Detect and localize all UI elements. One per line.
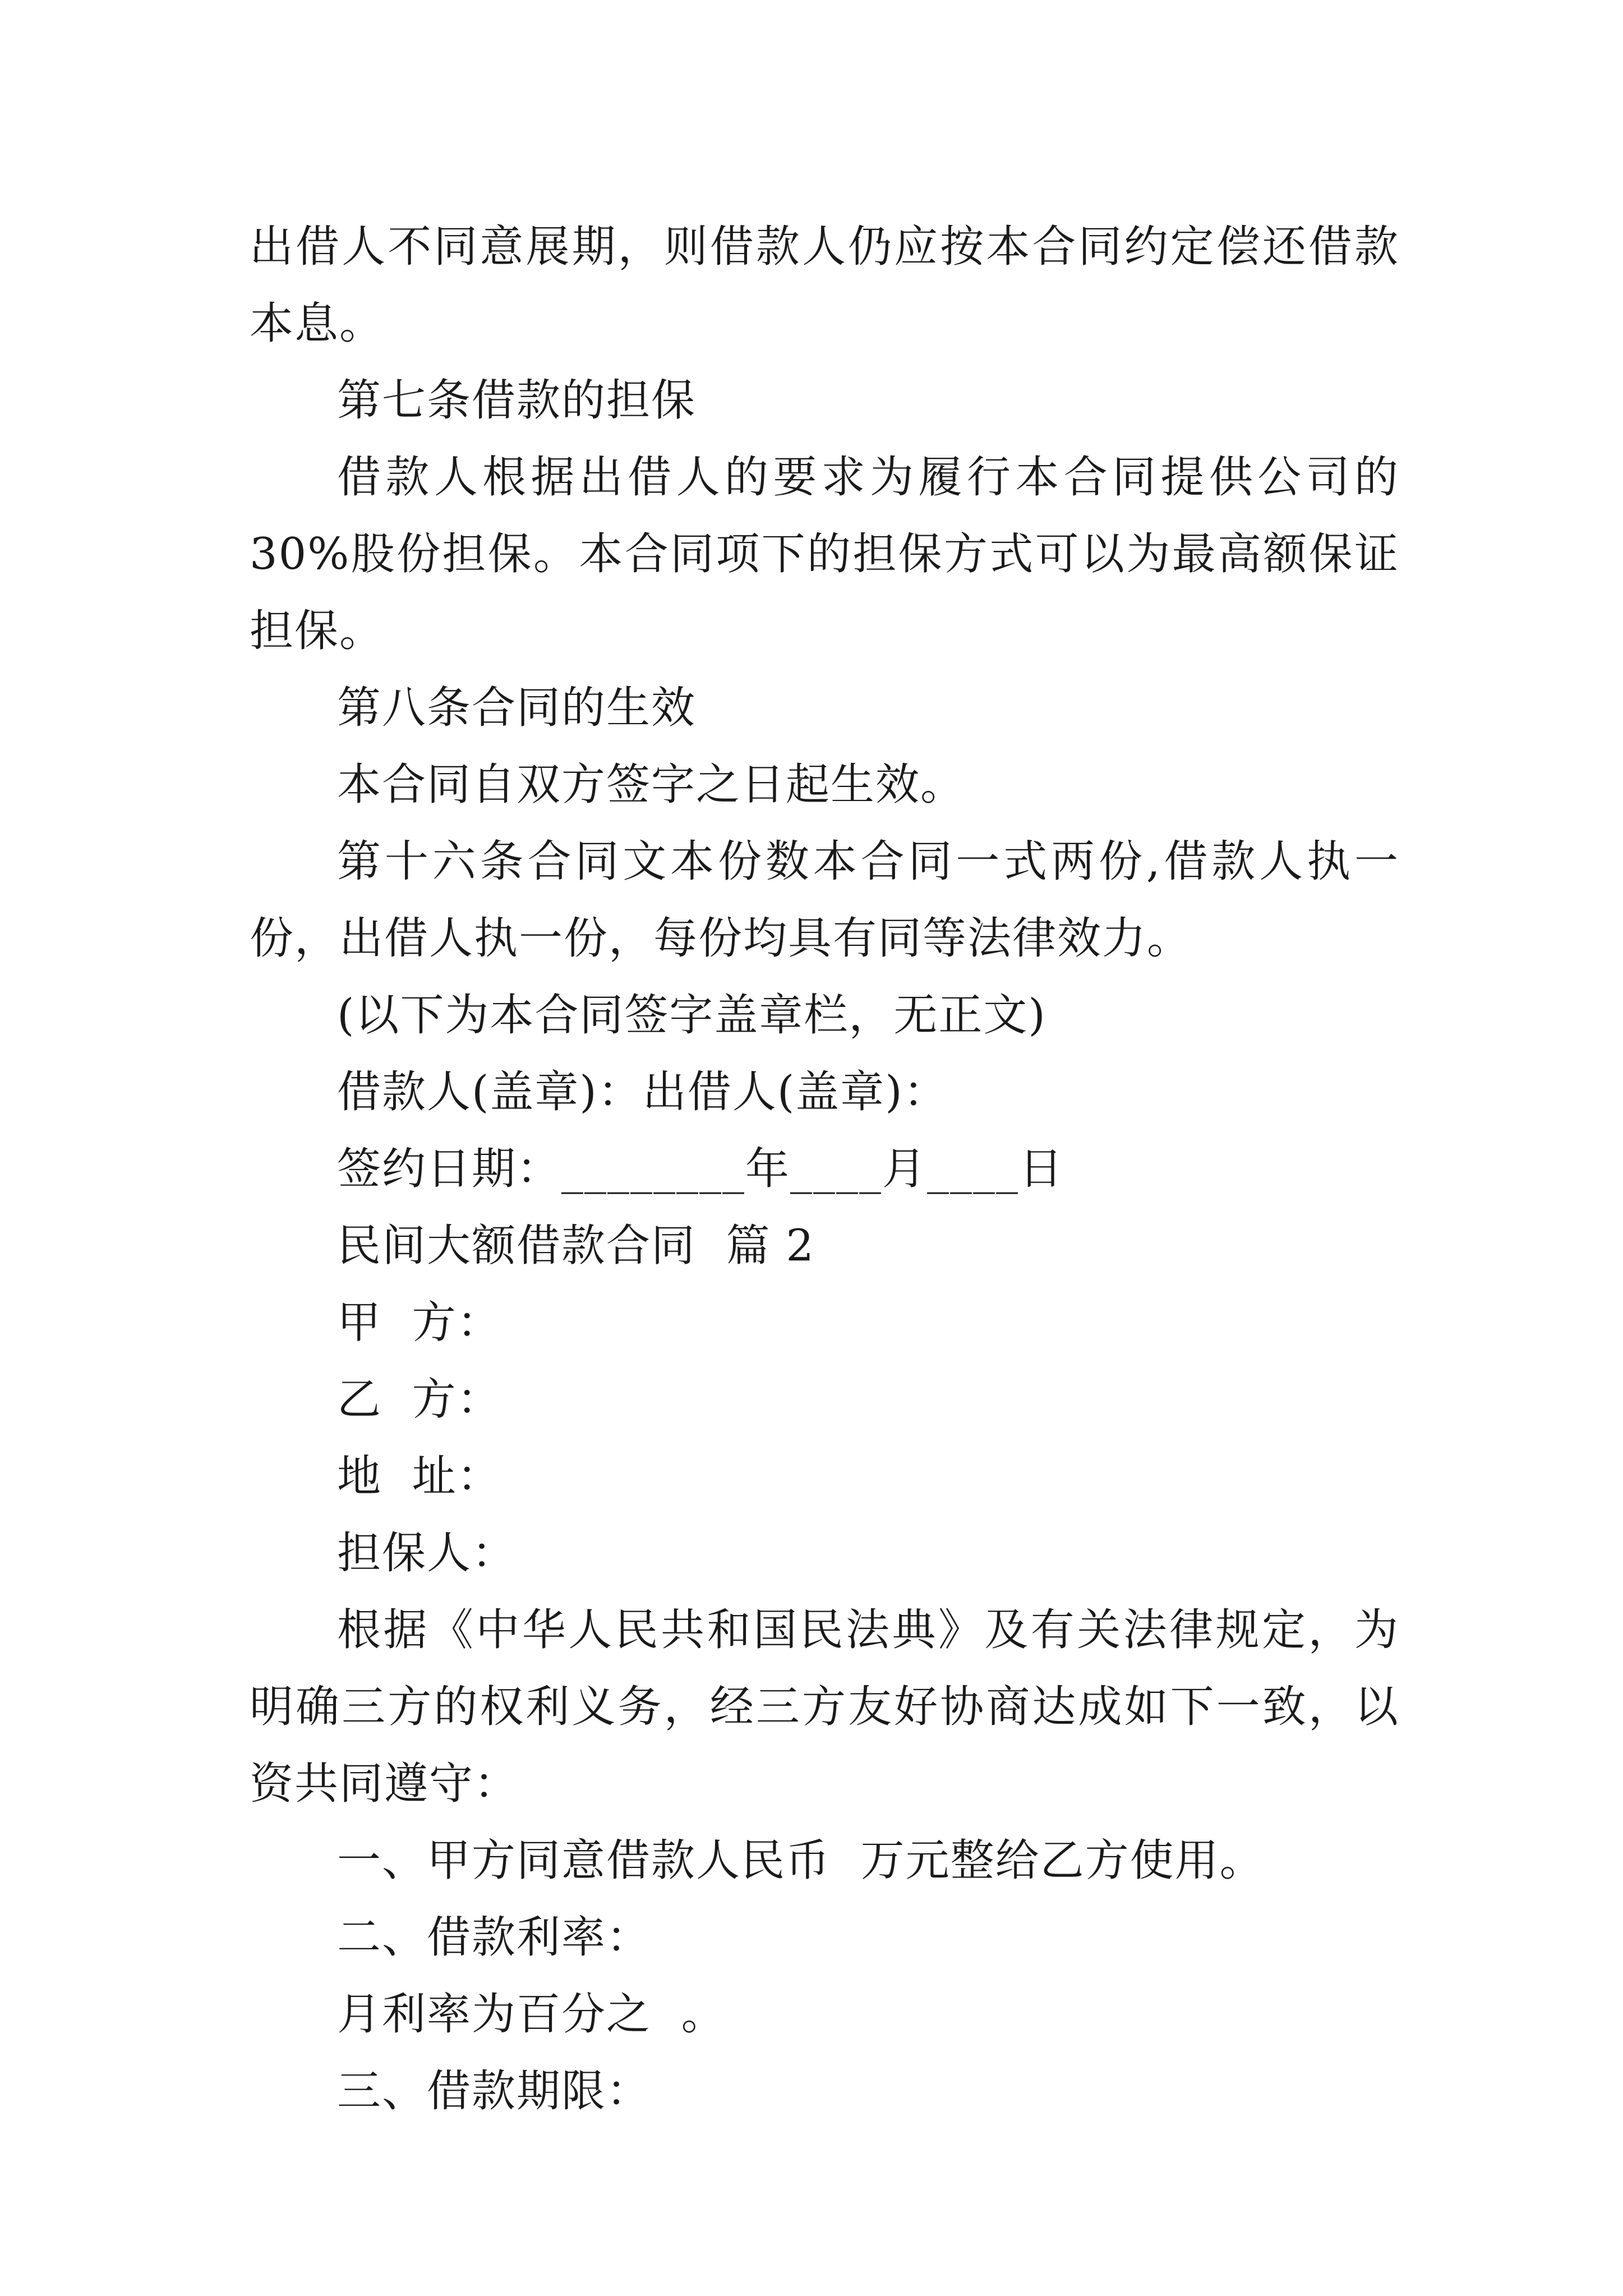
preamble: 根据《中华人民共和国民法典》及有关法律规定，为明确三方的权利义务，经三方友好协商达成如下一致，以资共同遵守： [250,1605,1399,1809]
address-field: 地 址： [337,1451,502,1502]
document-body [250,209,1414,2130]
article-8-body: 本合同自双方签字之日起生效。 [337,760,966,810]
contract-2-title: 民间大额借款合同 篇 2 [337,1221,815,1271]
clause-2-heading: 二、借款利率： [337,1912,652,1963]
article-8-heading: 第八条合同的生效 [337,683,697,733]
article-7-body: 借款人根据出借人的要求为履行本合同提供公司的 30%股份担保。本合同项下的担保方式可以为最高额保证担保。 [250,452,1414,656]
party-a-field: 甲 方： [337,1297,502,1348]
article-7-heading: 第七条借款的担保 [337,375,697,426]
clause-2-body: 月利率为百分之 。 [337,1989,726,2040]
signing-date: 签约日期：________年____月____日 [337,1144,1064,1194]
signature-parties: 借款人(盖章)：出借人(盖章)： [337,1067,948,1117]
guarantor-field: 担保人： [337,1528,517,1579]
party-b-field: 乙 方： [337,1374,502,1425]
article-16-body: 第十六条合同文本份数本合同一式两份,借款人执一份，出借人执一份，每份均具有同等法律效力。 [250,836,1399,964]
signature-note: (以下为本合同签字盖章栏，无正文) [337,990,1046,1041]
paragraph-continuation: 出借人不同意展期，则借款人仍应按本合同约定偿还借款本息。 [250,222,1399,349]
clause-1: 一、甲方同意借款人民币 万元整给乙方使用。 [337,1835,1265,1886]
clause-3-heading: 三、借款期限： [337,2066,652,2116]
